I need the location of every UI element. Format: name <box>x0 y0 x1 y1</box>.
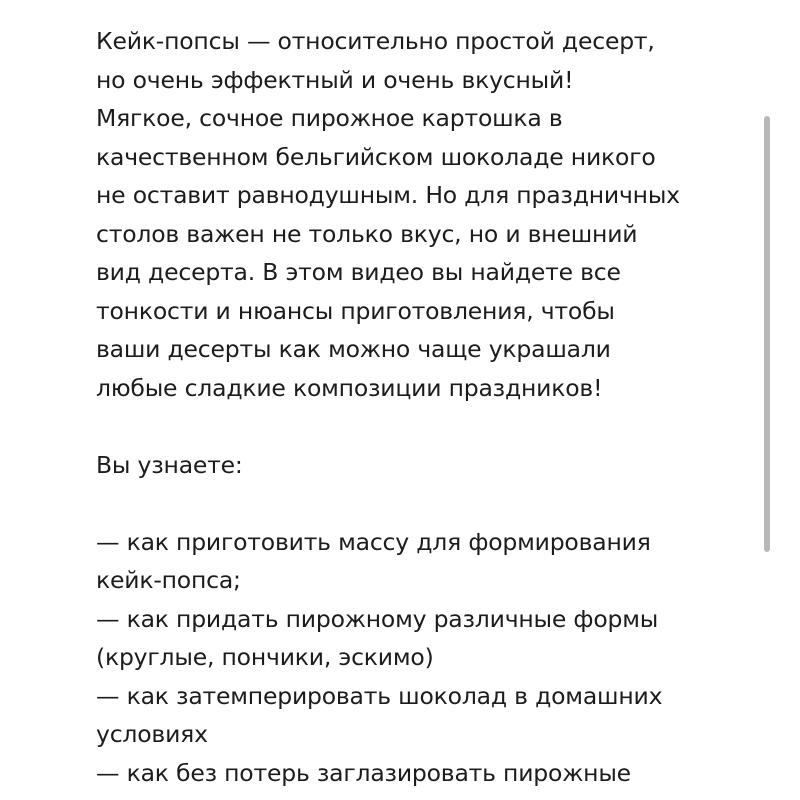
paragraph-gap <box>96 407 736 446</box>
list-item-line: условиях <box>96 720 208 748</box>
list-item-line: — как придать пирожному различные формы <box>96 604 659 633</box>
text-line: Вы узнаете: <box>96 450 243 479</box>
list-item-line: — как без потерь заглазировать пирожные <box>96 758 631 787</box>
scrollbar[interactable] <box>764 116 772 556</box>
text-line: любые сладкие композиции праздников! <box>96 373 603 402</box>
you-will-learn-heading <box>96 446 736 485</box>
text-line: столов важен не только вкус, но и внешний <box>96 219 638 248</box>
text-line: вид десерта. В этом видео вы найдете все <box>96 258 621 286</box>
scrollbar-thumb[interactable] <box>764 116 770 552</box>
learning-list <box>96 523 736 793</box>
list-item-line: кейк-попса; <box>96 566 241 594</box>
article-text <box>96 22 736 792</box>
text-line: но очень эффектный и очень вкусный! <box>96 65 574 94</box>
text-line: Мягкое, сочное пирожное картошка в <box>96 104 563 132</box>
text-line: качественном бельгийском шоколаде никого <box>96 142 656 171</box>
paragraph-gap <box>96 484 736 523</box>
list-item-line: — как приготовить массу для формирования <box>96 527 651 556</box>
text-line: тонкости и нюансы приготовления, чтобы <box>96 296 615 325</box>
text-line: Кейк-попсы — относительно простой десерт, <box>96 27 655 55</box>
intro-paragraph <box>96 22 736 407</box>
text-line: ваши десерты как можно чаще украшали <box>96 335 611 363</box>
list-item-line: (круглые, пончики, эскимо) <box>96 643 434 671</box>
list-item-line: — как затемперировать шоколад в домашних <box>96 681 663 710</box>
text-line: не оставит равнодушным. Но для праздничных <box>96 181 680 209</box>
